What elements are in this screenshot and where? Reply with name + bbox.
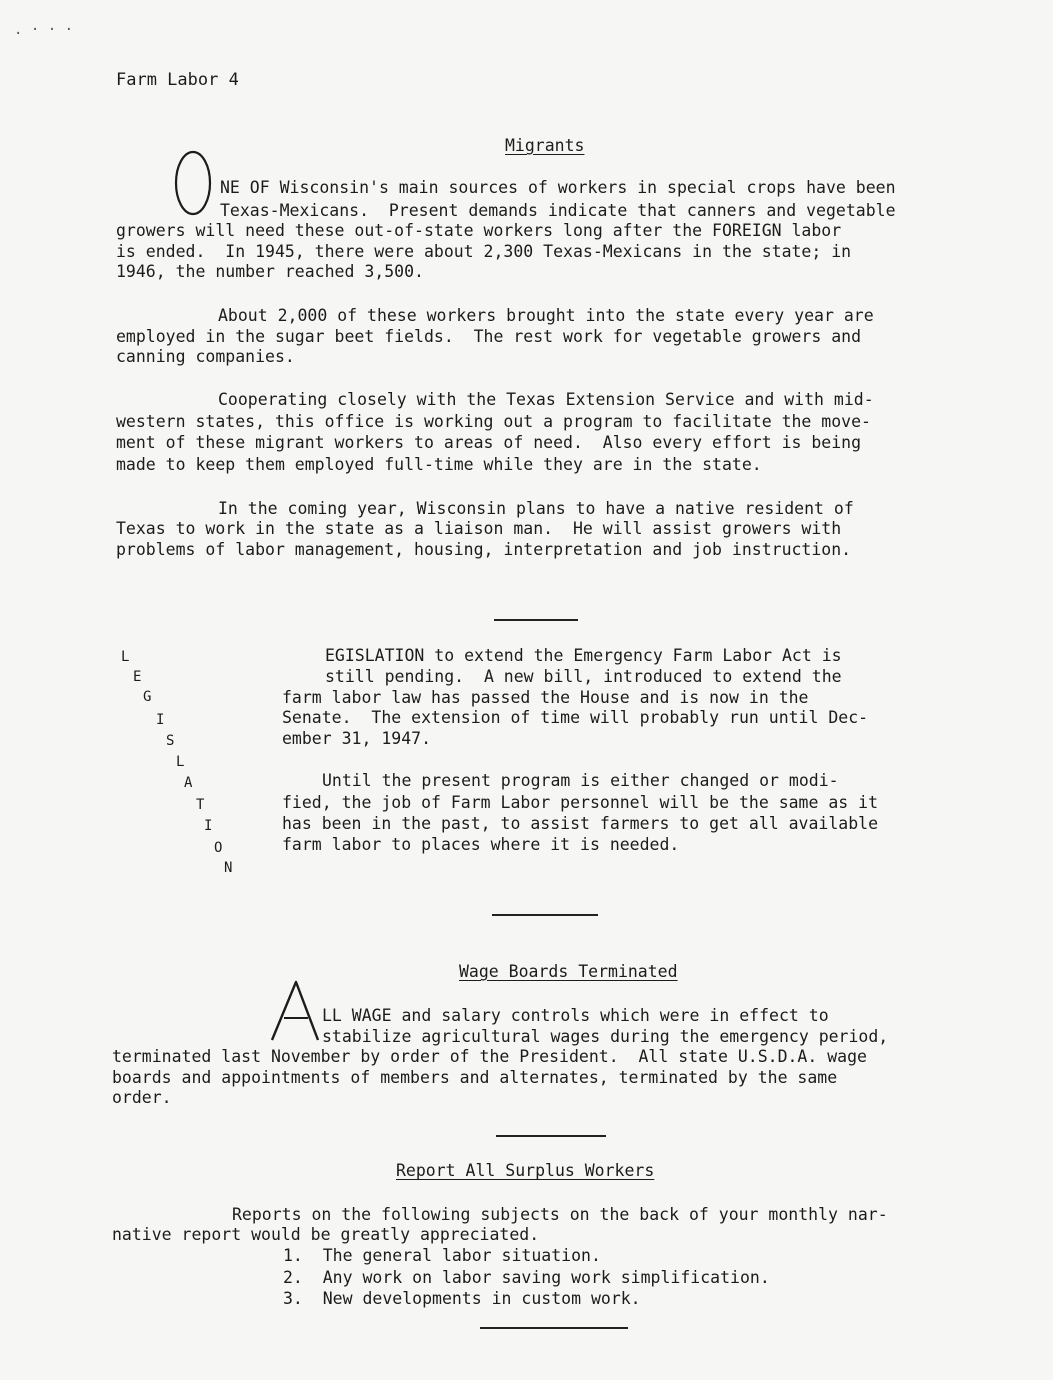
report-item-1: 1. The general labor situation.	[283, 1246, 601, 1265]
migrants-p3-line3: ment of these migrant workers to areas of need. Also every effort is being	[116, 433, 862, 452]
wage-p1-line5: order.	[112, 1088, 172, 1107]
corner-marks: . · · ·	[14, 22, 74, 38]
legislation-letter: I	[204, 818, 213, 834]
page-header: Farm Labor 4	[116, 70, 239, 90]
wage-p1-line4: boards and appointments of members and alternates, terminated by the same	[112, 1068, 838, 1087]
legislation-p1-line5: ember 31, 1947.	[282, 729, 432, 748]
legislation-p2-line4: farm labor to places where it is needed.	[282, 835, 680, 854]
legislation-p1-line4: Senate. The extension of time will probably run until Dec-	[282, 708, 869, 727]
section-heading-migrants: Migrants	[505, 136, 585, 155]
migrants-p1-line3: growers will need these out-of-state workers long after the FOREIGN labor	[116, 221, 842, 240]
migrants-p4-line3: problems of labor management, housing, interpretation and job instruction.	[116, 540, 852, 559]
legislation-letter: G	[143, 689, 152, 705]
report-intro-line2: native report would be greatly appreciated.	[112, 1225, 540, 1244]
migrants-p1-line2: Texas-Mexicans. Present demands indicate that canners and vegetable	[220, 201, 896, 220]
legislation-letter: E	[133, 669, 142, 685]
legislation-p2-line1: Until the present program is either changed or modi-	[322, 771, 839, 790]
report-intro-line1: Reports on the following subjects on the back of your monthly nar-	[232, 1205, 888, 1224]
drop-cap-a	[268, 978, 326, 1044]
migrants-p1-line4: is ended. In 1945, there were about 2,300 Texas-Mexicans in the state; in	[116, 242, 852, 261]
migrants-p1-line5: 1946, the number reached 3,500.	[116, 262, 424, 281]
section-divider	[494, 619, 578, 621]
migrants-p1-line1: NE OF Wisconsin's main sources of workers in special crops have been	[220, 178, 896, 197]
legislation-letter: S	[166, 733, 175, 749]
drop-cap-o	[172, 148, 216, 218]
legislation-letter: I	[156, 712, 165, 728]
legislation-p1-line2: still pending. A new bill, introduced to extend the	[325, 667, 842, 686]
legislation-letter: O	[214, 840, 223, 856]
wage-p1-line1: LL WAGE and salary controls which were in effect to	[322, 1006, 829, 1025]
section-heading-report: Report All Surplus Workers	[396, 1161, 655, 1180]
legislation-letter: A	[184, 775, 193, 791]
migrants-p2-line3: canning companies.	[116, 347, 295, 366]
section-divider	[496, 1135, 606, 1137]
section-divider	[492, 914, 598, 916]
wage-p1-line2: stabilize agricultural wages during the emergency period,	[322, 1027, 889, 1046]
legislation-p1-line1: EGISLATION to extend the Emergency Farm Labor Act is	[325, 646, 842, 665]
report-item-3: 3. New developments in custom work.	[283, 1289, 641, 1308]
migrants-p3-line4: made to keep them employed full-time while they are in the state.	[116, 455, 762, 474]
wage-p1-line3: terminated last November by order of the President. All state U.S.D.A. wage	[112, 1047, 867, 1066]
migrants-p4-line2: Texas to work in the state as a liaison man. He will assist growers with	[116, 519, 842, 538]
section-divider	[480, 1327, 628, 1329]
report-item-2: 2. Any work on labor saving work simplification.	[283, 1268, 770, 1287]
legislation-p2-line3: has been in the past, to assist farmers to get all available	[282, 814, 879, 833]
legislation-letter: T	[196, 797, 205, 813]
migrants-p3-line1: Cooperating closely with the Texas Extension Service and with mid-	[218, 390, 874, 409]
migrants-p2-line2: employed in the sugar beet fields. The rest work for vegetable growers and	[116, 327, 862, 346]
section-heading-wage-boards: Wage Boards Terminated	[459, 962, 678, 981]
migrants-p2-line1: About 2,000 of these workers brought into the state every year are	[218, 306, 874, 325]
legislation-p2-line2: fied, the job of Farm Labor personnel will be the same as it	[282, 793, 879, 812]
legislation-letter: N	[224, 860, 233, 876]
migrants-p4-line1: In the coming year, Wisconsin plans to have a native resident of	[218, 499, 854, 518]
legislation-letter: L	[176, 754, 185, 770]
migrants-p3-line2: western states, this office is working out a program to facilitate the move-	[116, 412, 871, 431]
legislation-letter: L	[121, 649, 130, 665]
legislation-p1-line3: farm labor law has passed the House and is now in the	[282, 688, 809, 707]
